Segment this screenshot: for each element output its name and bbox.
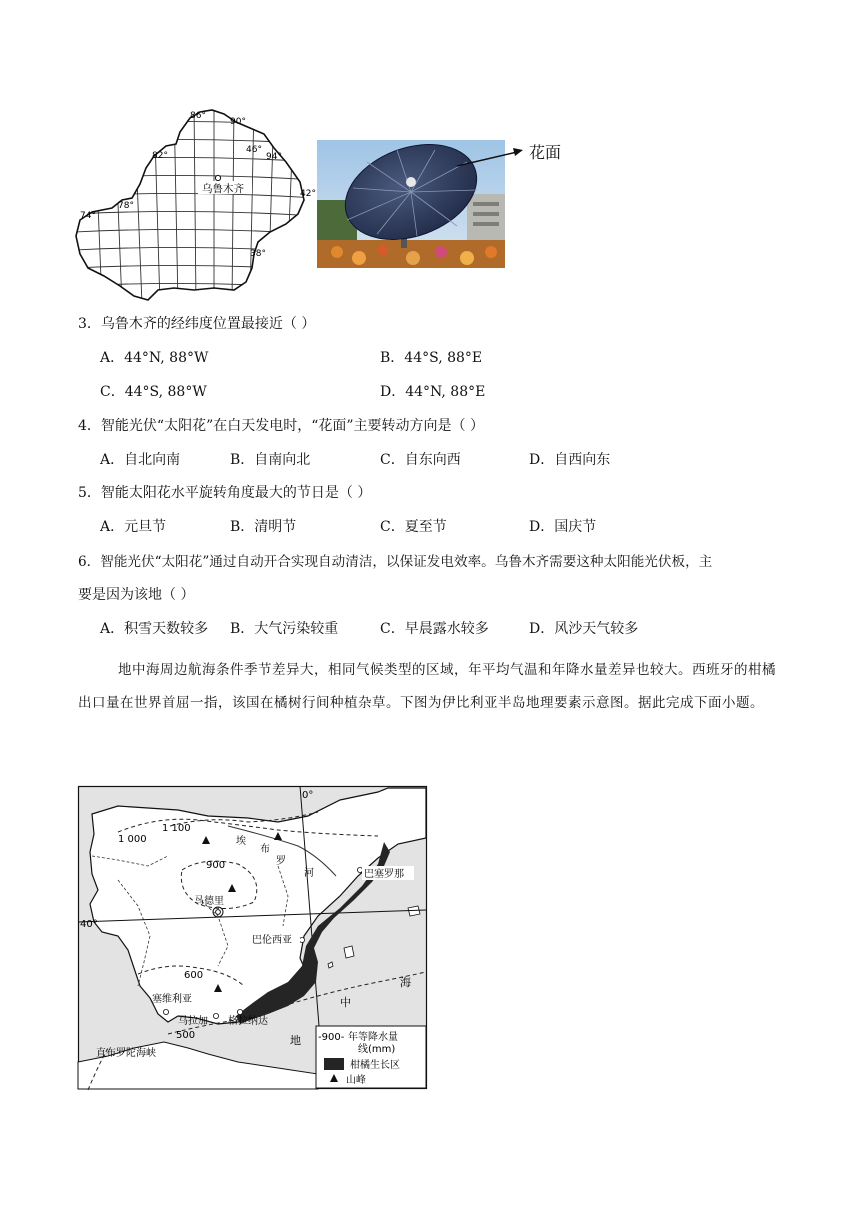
flower-face-label: 花面 <box>529 143 562 162</box>
q5-option-a: A．元旦节 <box>100 519 167 535</box>
valencia-label: 巴伦西亚 <box>252 935 292 946</box>
question-6-stem-line1: 6．智能光伏“太阳花”通过自动开合实现自动清洁，以保证发电效率。乌鲁木齐需要这种太阳能光伏板，主 <box>78 554 713 570</box>
q3-option-a: A．44°N, 88°W <box>100 350 209 366</box>
question-6-stem-line2: 要是因为该地（ ） <box>78 587 195 603</box>
isohyet-1000-label: 1 000 <box>118 834 147 845</box>
passage-text: 地中海周边航海条件季节差异大，相同气候类型的区域，年平均气温和年降水量差异也较大。西班牙的柑橘出口量在世界首屈一指，该国在橘树行间种植杂草。下图为伊比利亚半岛地理要素示意图。据此完成下面小题。 <box>78 662 776 711</box>
solar-flower-photo <box>317 140 567 268</box>
q6-option-d: D．风沙天气较多 <box>529 621 639 637</box>
legend-isohyet-value: -900- <box>318 1032 345 1043</box>
ebro-char-1: 埃 <box>236 836 246 847</box>
q4-option-d: D．自西向东 <box>529 452 611 468</box>
lat-label-46: 46° <box>246 145 262 155</box>
lat-label-42: 42° <box>300 189 316 199</box>
isohyet-900-label: 900 <box>206 860 226 871</box>
sea-char-2: 中 <box>340 996 351 1009</box>
sea-char-3: 海 <box>400 976 411 989</box>
isohyet-500-label: 500 <box>176 1030 196 1041</box>
iberia-map <box>78 786 428 1090</box>
barcelona-label: 巴塞罗那 <box>364 869 404 880</box>
map-legend <box>316 1026 426 1088</box>
legend-isohyet-label-2: 线(mm) <box>358 1044 396 1055</box>
q5-option-c: C．夏至节 <box>380 519 447 535</box>
lon-label-86: 86° <box>190 111 206 121</box>
malaga-label: 马拉加 <box>178 1016 208 1027</box>
q5-option-d: D．国庆节 <box>529 519 597 535</box>
xinjiang-map <box>74 104 314 304</box>
q6-option-a: A．积雪天数较多 <box>100 621 209 637</box>
q6-option-c: C．早晨露水较多 <box>380 621 489 637</box>
legend-citrus-label: 柑橘生长区 <box>350 1060 400 1071</box>
q4-option-a: A．自北向南 <box>100 452 181 468</box>
q3-option-d: D．44°N, 88°E <box>380 384 486 400</box>
question-5-stem: 5．智能太阳花水平旋转角度最大的节日是（ ） <box>78 485 372 501</box>
lon-label-82: 82° <box>152 151 168 161</box>
isohyet-1100-label: 1 100 <box>162 823 191 834</box>
q5-option-b: B．清明节 <box>230 519 297 535</box>
sevilla-label: 塞维利亚 <box>152 994 192 1005</box>
parallel-label: 40° <box>80 919 98 930</box>
q6-option-b: B．大气污染较重 <box>230 621 339 637</box>
lat-label-38: 38° <box>250 249 266 259</box>
question-4-stem: 4．智能光伏“太阳花”在白天发电时，“花面”主要转动方向是（ ） <box>78 418 484 434</box>
passage <box>78 654 784 720</box>
lon-label-78: 78° <box>118 201 134 211</box>
ebro-char-3: 罗 <box>276 856 286 867</box>
q4-option-c: C．自东向西 <box>380 452 461 468</box>
legend-isohyet-label-1: 年等降水量 <box>348 1032 398 1043</box>
q3-option-c: C．44°S, 88°W <box>100 384 207 400</box>
legend-peak-label: 山峰 <box>346 1075 366 1086</box>
madrid-label: 马德里 <box>194 896 224 907</box>
legend-citrus-swatch <box>324 1058 344 1070</box>
lon-label-74: 74° <box>80 211 96 221</box>
q4-option-b: B．自南向北 <box>230 452 311 468</box>
isohyet-600-label: 600 <box>184 970 204 981</box>
sea-char-1: 地 <box>290 1034 301 1047</box>
gibraltar-label: 直布罗陀海峡 <box>96 1048 156 1059</box>
lon-label-94: 94° <box>266 152 282 162</box>
granada-label: 格拉纳达 <box>228 1016 268 1027</box>
meridian-label: 0° <box>302 790 314 801</box>
lon-label-90: 90° <box>230 117 246 127</box>
ebro-char-2: 布 <box>260 844 270 855</box>
ebro-char-4: 河 <box>304 868 314 879</box>
question-3-stem: 3．乌鲁木齐的经纬度位置最接近（ ） <box>78 316 316 332</box>
urumqi-point <box>215 175 220 180</box>
urumqi-label: 乌鲁木齐 <box>202 183 244 195</box>
q3-option-b: B．44°S, 88°E <box>380 350 483 366</box>
